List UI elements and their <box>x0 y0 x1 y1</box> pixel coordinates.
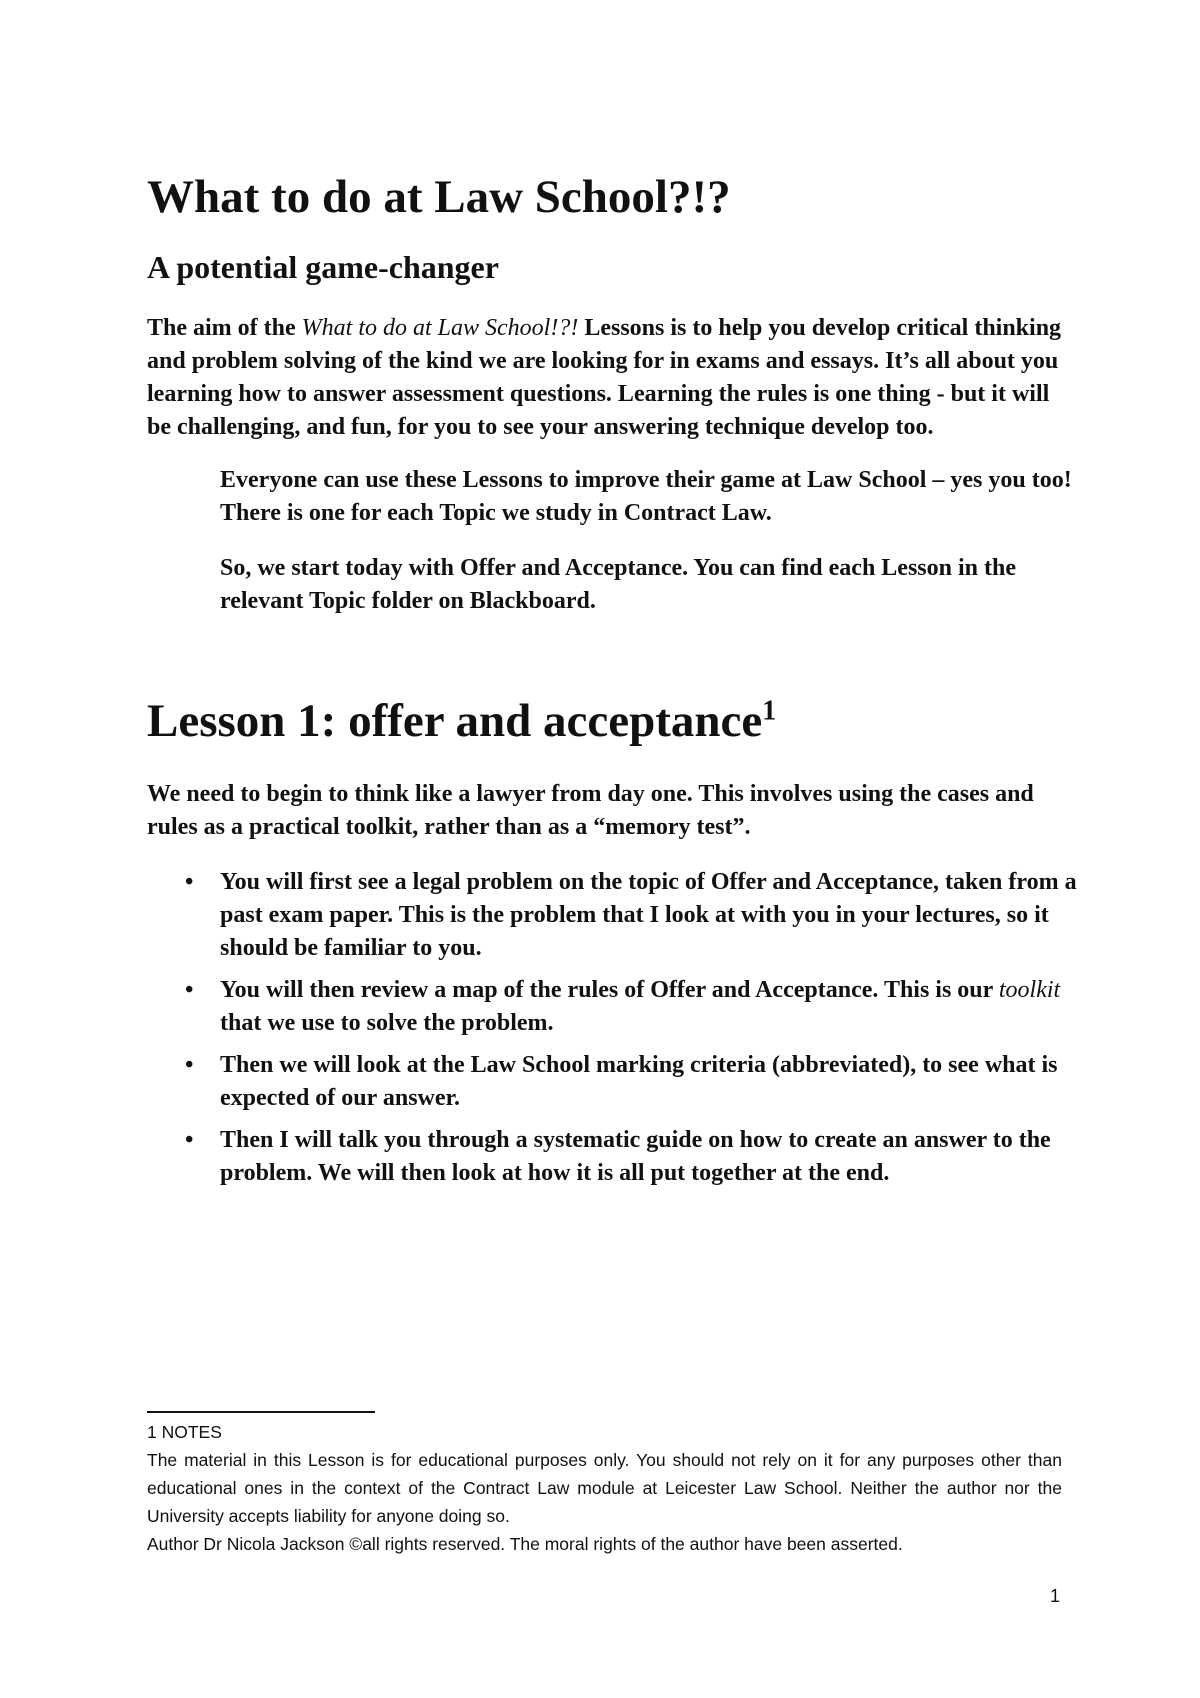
footnote-label: 1 NOTES <box>147 1422 222 1442</box>
indented-paragraph-1: Everyone can use these Lessons to improve their game at Law School – yes you too! There is one for each Topic we study in Contract Law. <box>220 467 1072 527</box>
list-item-italic: toolkit <box>998 977 1061 1004</box>
lesson-intro-paragraph: We need to begin to think like a lawyer from day one. This involves using the cases and rules as a practical toolkit, rather than as a “memory test”. <box>147 781 1034 841</box>
footnote-disclaimer: The material in this Lesson is for educational purposes only. You should not rely on it for any purposes other than educational ones in the context of the Contract Law module at Leicester Law School. Neither the author nor the University accepts liability for anyone doing so. <box>147 1450 1062 1526</box>
subtitle: A potential game-changer <box>147 249 499 286</box>
footnote-divider <box>147 1411 375 1413</box>
list-item <box>147 974 1077 1040</box>
indented-paragraph-2: So, we start today with Offer and Acceptance. You can find each Lesson in the relevant Topic folder on Blackboard. <box>220 555 1016 615</box>
list-item-text: Then we will look at the Law School marking criteria (abbreviated), to see what is expected of our answer. <box>220 1052 1058 1112</box>
intro-italic-title: What to do at Law School!?! <box>301 315 579 342</box>
list-item <box>147 1124 1077 1190</box>
bullet-icon: • <box>185 1127 194 1154</box>
list-item-text: Then I will talk you through a systematic guide on how to create an answer to the problem. We will then look at how it is all put together at the end. <box>220 1127 1051 1187</box>
list-item-text: You will first see a legal problem on the topic of Offer and Acceptance, taken from a past exam paper. This is the problem that I look at with you in your lectures, so it should be familiar to you. <box>220 869 1077 962</box>
list-item <box>147 866 1077 965</box>
page-title: What to do at Law School?!? <box>147 171 731 223</box>
list-item-text-end: that we use to solve the problem. <box>220 1010 554 1037</box>
footnote-author: Author Dr Nicola Jackson ©all rights reserved. The moral rights of the author have been asserted. <box>147 1534 903 1554</box>
page-number: 1 <box>1049 1586 1060 1606</box>
intro-text-end: Lessons is to help you develop critical thinking and problem solving of the kind we are looking for in exams and essays. It’s all about you learning how to answer assessment questions. Learning the rules is one thing - but it will be challenging, and fun, for you to see your answering technique develop too. <box>147 315 1062 441</box>
lesson-heading-text: Lesson 1: offer and acceptance <box>147 695 763 748</box>
list-item <box>147 1049 1077 1115</box>
page-body <box>147 170 1077 1199</box>
intro-text-start: The aim of the <box>147 315 302 342</box>
list-item-text-start: You will then review a map of the rules of Offer and Acceptance. This is our <box>220 977 999 1004</box>
bullet-icon: • <box>185 1052 194 1079</box>
bullet-icon: • <box>185 869 194 896</box>
lesson-heading <box>147 694 1077 748</box>
lesson-steps-list <box>147 866 1077 1190</box>
footnote-reference: 1 <box>762 695 777 727</box>
footnote <box>147 1418 1062 1558</box>
bullet-icon: • <box>185 977 194 1004</box>
intro-paragraph <box>147 312 1077 444</box>
